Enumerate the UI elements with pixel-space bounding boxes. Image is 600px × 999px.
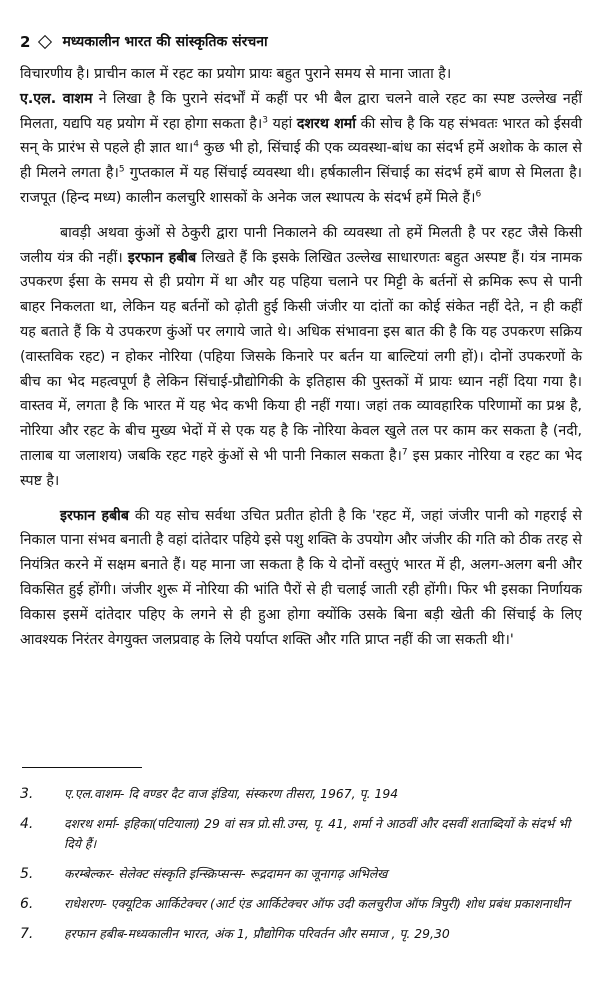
footnote-text: दशरथ शर्मा- इहिका(पटियाला) 29 वां सत्र प्रो.सी.उग्स, पृ. 41, शर्मा ने आठवीं और दसवीं शताब्दियों के संदर्भ भी दिये हैं। (64, 816, 571, 851)
footnote-3 (20, 784, 582, 804)
footnote-ref-5[interactable]: 5 (118, 164, 125, 175)
footnote-text: करम्बेल्कर- सेलेक्ट संस्कृति इन्स्क्रिप्सन्स- रूद्रदामन का जूनागढ़ अभिलेख (64, 866, 388, 881)
paragraph-3 (20, 504, 582, 653)
paragraph-2 (20, 221, 582, 494)
footnotes (20, 784, 582, 956)
p1-text-3: यहां (267, 115, 297, 132)
page-number: 2 (20, 32, 31, 51)
chapter-title: मध्यकालीन भारत की सांस्कृतिक संरचना (62, 34, 268, 50)
paragraph-1 (20, 62, 582, 211)
footnote-ref-3[interactable]: 3 (262, 114, 268, 125)
diamond-icon (38, 34, 52, 48)
footnote-number: 5. (20, 866, 34, 882)
footnote-5 (20, 864, 582, 884)
p1-name-sharma: दशरथ शर्मा (296, 115, 356, 132)
footnote-ref-4[interactable]: 4 (193, 139, 199, 150)
p1-text-4: की सोच है कि यह संभवतः भारत को ईसवी सन् के प्रारंभ से पहले ही ज्ञात था। (20, 115, 583, 157)
footnote-number: 3. (20, 786, 34, 802)
p1-text-1: विचारणीय है। प्राचीन काल में रहट का प्रयोग प्रायः बहुत पुराने समय से माना जाता है। (20, 66, 452, 82)
p2-text-3: इस प्रकार नोरिया व रहट का भेद स्पष्ट है। (20, 447, 582, 489)
footnote-6 (20, 894, 582, 914)
footnote-number: 7. (20, 926, 34, 942)
footnote-number: 4. (20, 816, 34, 832)
footnote-text: हरफान हबीब-मध्यकालीन भारत, अंक 1, प्रौद्योगिक परिवर्तन और समाज , पृ. 29,30 (64, 926, 450, 941)
running-header (20, 32, 580, 51)
p1-text-2: ने लिखा है कि पुराने संदर्भों में कहीं पर भी बैल द्वारा चलने वाले रहट का स्पष्ट उल्लेख नहीं मिलता, यद्यपि यह प्रयोग में रहा होगा सकता है। (20, 90, 582, 132)
footnote-number: 6. (20, 896, 34, 912)
footnote-ref-7[interactable]: 7 (401, 447, 408, 458)
footnote-text: राधेशरण- एक्यूटिक आर्किटेक्चर (आर्ट एंड आर्किटेक्चर ऑफ उदी कलचुरीज ऑफ त्रिपुरी) शोध प्रबंध प्रकाशनाधीन (64, 896, 570, 911)
body-text (20, 62, 582, 662)
p3-text-1: की यह सोच सर्वथा उचित प्रतीत होती है कि 'रहट में, जहां जंजीर पानी को गहराई से निकाल पाना संभव बनाती है वहां दांतेदार पहिये इसे पशु शक्ति के उपयोग और जंजीर की गति को ठीक तरह से नियंत्रित करने में सक्षम बनाते हैं। यह माना जा सकता है कि ये दोनों वस्तुएं भारत में ही, अलग-अलग बनी और विकसित हुई होंगी। जंजीर शुरू में नोरिया की भांति पैरों से ही चलाई जाती रही होंगी। फिर भी इसका निर्णायक विकास इसमें दांतेदार पहिए के लगने से ही हुआ होगा क्योंकि उसके बिना बड़ी खेती की सिंचाई के लिए आवश्यक निरंतर वेगयुक्त जलप्रवाह के लिये पर्याप्त शक्ति और गति प्राप्त नहीं की जा सकती थी।' (20, 507, 583, 648)
p1-text-5: कुछ भी हो, सिंचाई की एक व्यवस्था-बांध का संदर्भ हमें अशोक के काल से ही मिलने लगता है। (20, 140, 583, 182)
p2-name-habib: इरफान हबीब (127, 249, 197, 266)
footnote-7 (20, 924, 582, 944)
p3-name-habib: इरफान हबीब (60, 507, 129, 524)
footnote-4 (20, 814, 582, 854)
p2-text-1: बावड़ी अथवा कुंओं से ठेकुरी द्वारा पानी निकालने की व्यवस्था तो हमें मिलती है पर रहट जैसे किसी जलीय यंत्र की नहीं। (20, 224, 582, 266)
footnote-ref-6[interactable]: 6 (475, 189, 482, 200)
footnote-text: ए.एल.वाशम- दि वण्डर दैट वाज इंडिया, संस्करण तीसरा, 1967, पृ. 194 (64, 786, 399, 801)
p1-text-6: गुप्तकाल में यह सिंचाई व्यवस्था थी। हर्षकालीन सिंचाई का संदर्भ हमें बाण से मिलता है। राजपूत (हिन्द मध्य) कालीन कलचुरि शासकों के अनेक जल स्थापत्य के संदर्भ हमें मिले हैं। (20, 165, 582, 206)
footnote-divider (22, 767, 142, 768)
p1-name-basham: ए.एल. वाशम (20, 90, 93, 107)
p2-text-2: लिखते हैं कि इसके लिखित उल्लेख साधारणतः बहुत अस्पष्ट हैं। यंत्र नामक उपकरण ईसा के समय से ही प्रयोग में था और यह पहिया चलाने पर मिट्टी के बर्तनों से क्रमिक रूप से पानी बाहर निकलता था, लेकिन यह बर्तनों को ढ़ोती हुई किसी जंजीर या दांतों का कोई संकेत नहीं देते, न ही कहीं यह बताते हैं कि ये उपकरण कुंओं पर लगाये जाते थे। अधिक संभावना इस बात की है कि यह उपकरण सक्रिय (वास्तविक रहट) न होकर नोरिया (पहिया जिसके किनारे पर बर्तन या बाल्टियां लगी हों)। दोनों उपकरणों के बीच का भेद महत्वपूर्ण है लेकिन सिंचाई-प्रौद्योगिकी के इतिहास की पुस्तकों में प्रायः ध्यान नहीं दिया गया है। वास्तव में, लगता है कि भारत में यह भेद कभी किया ही नहीं गया। जहां तक व्यावहारिक परिणामों का प्रश्न है, नोरिया और रहट के बीच मुख्य भेदों में से एक यह है कि नोरिया केवल खुले तल पर काम कर सकता है (नदी, तालाब या जलाशय) जबकि रहट गहरे कुंओं से भी पानी निकाल सकता है। (20, 249, 582, 464)
